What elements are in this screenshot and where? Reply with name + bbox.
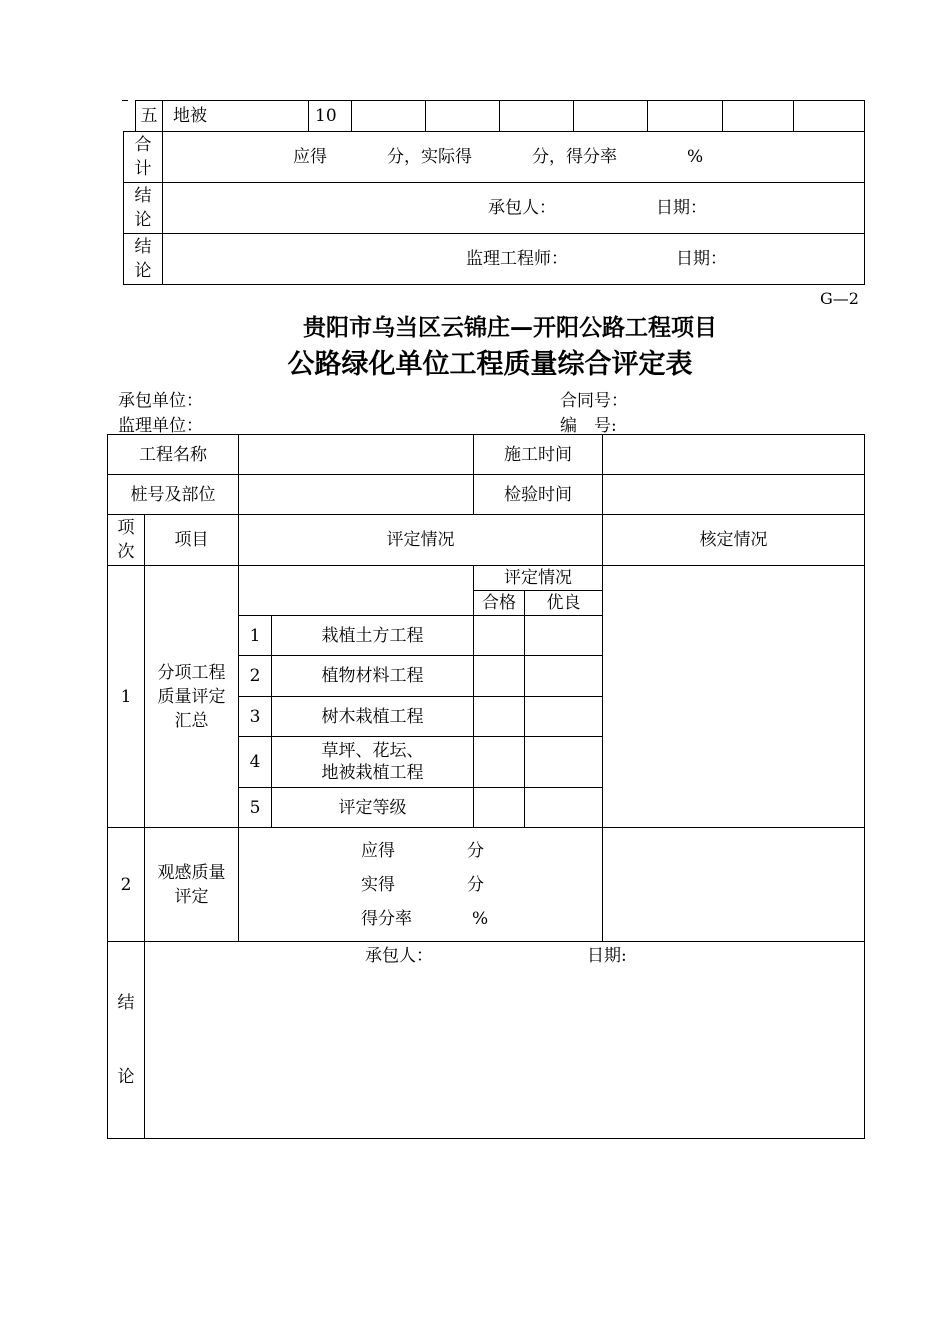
station-part-value [239, 475, 474, 515]
construction-time-label: 施工时间 [474, 435, 603, 475]
column-header-row [108, 515, 865, 566]
row-score: 10 [309, 101, 352, 132]
excellent-cell [525, 656, 603, 697]
sub-item-no: 4 [239, 737, 272, 788]
project-name-value [239, 435, 474, 475]
empty-cell [794, 101, 865, 132]
subheader-evaluation: 评定情况 [474, 566, 603, 591]
section2-row [108, 828, 865, 942]
subheader-blank [239, 566, 474, 616]
project-name-label: 工程名称 [108, 435, 239, 475]
supervision-unit-label: 监理单位： [118, 416, 203, 436]
conclusion-body: 承包人： 日期: [145, 942, 865, 1139]
inspection-time-label: 检验时间 [474, 475, 603, 515]
project-title: 贵阳市乌当区云锦庄—开阳公路工程项目 [303, 315, 717, 341]
row-conclusion-2 [124, 234, 865, 285]
sub-item-no: 5 [239, 788, 272, 828]
row-total [124, 132, 865, 183]
total-text: 应得 分，实际得 分，得分率 % [163, 132, 865, 183]
section1-no: 1 [108, 566, 145, 828]
row-station [108, 475, 865, 515]
section2-no: 2 [108, 828, 145, 942]
conclusion-label: 结 论 [124, 183, 163, 234]
section2-verification [603, 828, 865, 942]
empty-cell [426, 101, 500, 132]
section1-verification [603, 566, 865, 828]
construction-time-value [603, 435, 865, 475]
conclusion-row [108, 942, 865, 1139]
col-evaluation: 评定情况 [239, 515, 603, 566]
excellent-cell [525, 616, 603, 656]
col-item-no: 项 次 [108, 515, 145, 566]
sub-item-no: 1 [239, 616, 272, 656]
excellent-cell [525, 697, 603, 737]
grade-excellent: 优良 [525, 591, 603, 616]
form-code: G—2 [820, 289, 859, 308]
sub-item-name: 草坪、花坛、 地被栽植工程 [272, 737, 474, 788]
empty-cell [500, 101, 574, 132]
empty-cell [574, 101, 648, 132]
section1-name: 分项工程 质量评定 汇总 [145, 566, 239, 828]
evaluation-table [107, 434, 865, 1139]
qualified-cell [474, 656, 525, 697]
empty-cell [723, 101, 794, 132]
qualified-cell [474, 616, 525, 656]
qualified-cell [474, 697, 525, 737]
empty-cell [352, 101, 426, 132]
sub-item-name: 植物材料工程 [272, 656, 474, 697]
section1-subheader [108, 566, 865, 591]
excellent-cell [525, 788, 603, 828]
conclusion-text: 监理工程师： 日期： [163, 234, 865, 285]
sub-item-name: 评定等级 [272, 788, 474, 828]
row-project-name [108, 435, 865, 475]
col-item: 项目 [145, 515, 239, 566]
sub-item-name: 树木栽植工程 [272, 697, 474, 737]
qualified-cell [474, 788, 525, 828]
inspection-time-value [603, 475, 865, 515]
section2-name: 观感质量 评定 [145, 828, 239, 942]
sub-item-no: 3 [239, 697, 272, 737]
empty-cell [648, 101, 723, 132]
row-name: 地被 [163, 101, 309, 132]
row-index: 五 [136, 101, 163, 132]
form-title: 公路绿化单位工程质量综合评定表 [287, 349, 693, 380]
total-label: 合 计 [124, 132, 163, 183]
contractor-unit-label: 承包单位： [118, 391, 203, 411]
serial-no-label: 编 号: [560, 416, 617, 436]
conclusion-label: 结 论 [108, 942, 145, 1139]
col-verification: 核定情况 [603, 515, 865, 566]
row-conclusion-1 [124, 183, 865, 234]
contract-no-label: 合同号： [560, 391, 628, 411]
sub-item-name: 栽植土方工程 [272, 616, 474, 656]
excellent-cell [525, 737, 603, 788]
section2-scores: 应得 分 实得 分 得分率 % [239, 828, 603, 942]
qualified-cell [474, 737, 525, 788]
conclusion-label: 结 论 [124, 234, 163, 285]
grade-qualified: 合格 [474, 591, 525, 616]
conclusion-text: 承包人： 日期： [163, 183, 865, 234]
top-continued-table [123, 100, 865, 285]
sub-item-no: 2 [239, 656, 272, 697]
station-part-label: 桩号及部位 [108, 475, 239, 515]
row-ground-cover [124, 101, 865, 132]
